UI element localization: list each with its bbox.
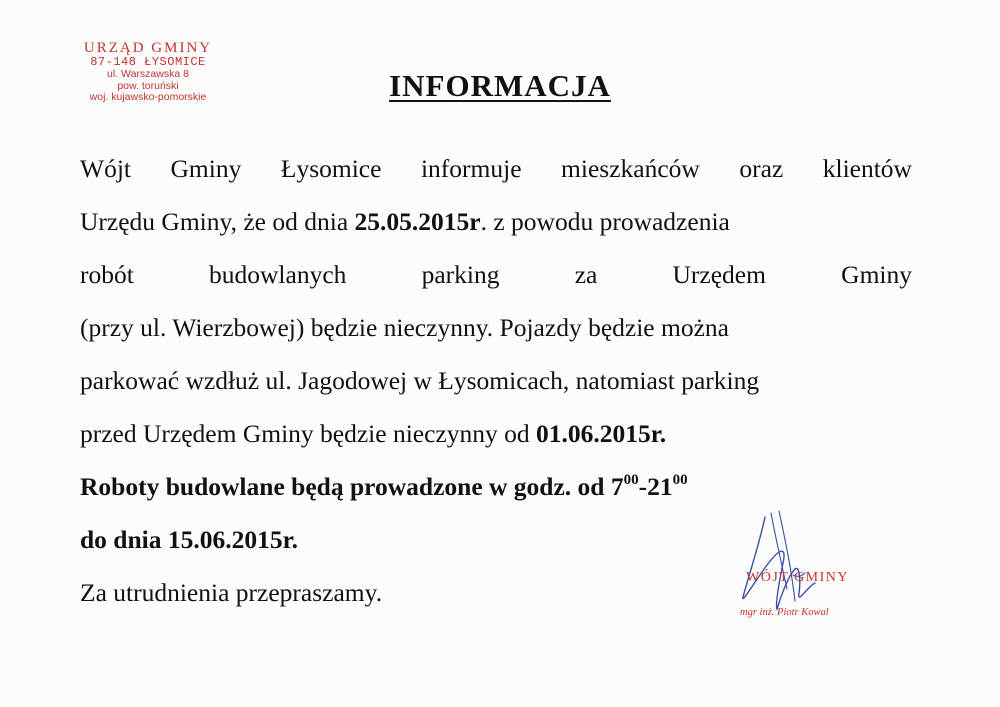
body-line-1: Wójt Gminy Łysomice informuje mieszkańców oraz klientów [80,154,912,183]
stamp-title: URZĄD GMINY [83,40,213,56]
handwritten-signature [735,505,845,620]
signatory-name: mgr inż. Piotr Kowal [740,607,829,618]
stamp-street: ul. Warszawska 8 [107,68,189,80]
closure-date: 01.06.2015r. [536,419,667,448]
body-line-4: (przy ul. Wierzbowej) będzie nieczynny. Pojazdy będzie można [80,313,729,342]
body-line-2: Urzędu Gminy, że od dnia 25.05.2015r. z powodu prowadzenia [80,207,730,236]
stamp-province: woj. kujawsko-pomorskie [89,91,207,103]
body-line-6: przed Urzędem Gminy będzie nieczynny od 01.06.2015r. [80,419,667,448]
body-line-5: parkować wzdłuż ul. Jagodowej w Łysomicach, natomiast parking [80,366,760,395]
body-line-9: Za utrudnienia przepraszamy. [80,578,383,607]
signature-title: WÓJT GMINY [746,570,850,585]
body-line-7: Roboty budowlane będą prowadzone w godz. od $7^{00}-21^{00}$ [80,472,688,501]
stamp-county: pow. toruński [117,79,179,92]
end-date-line: do dnia 15.06.2015r. [80,525,298,554]
page-title: INFORMACJA [389,68,611,103]
stamp-postal-code: 87-148 ŁYSOMICE [90,55,206,69]
start-date: 25.05.2015r [354,207,481,236]
body-line-3: robót budowlanych parking za Urzędem Gminy [80,260,912,289]
